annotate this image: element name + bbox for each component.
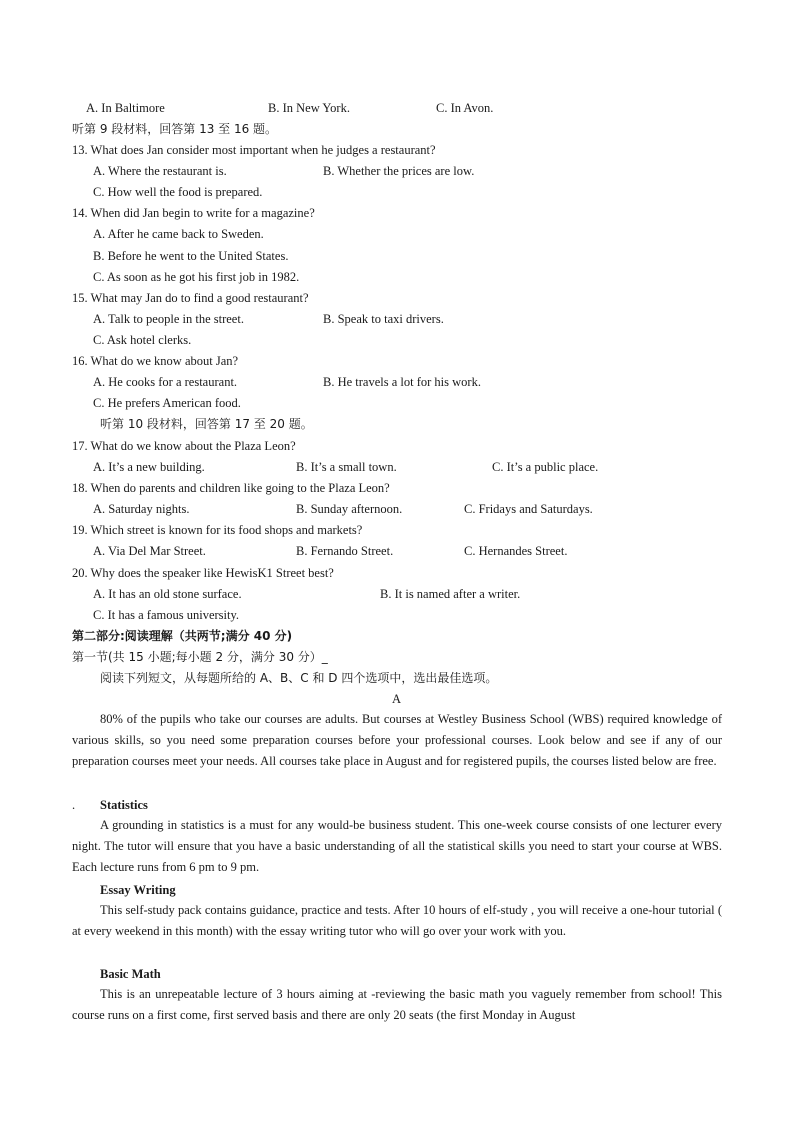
q12-option-c: C. In Avon. (436, 101, 494, 115)
q17-stem: 17. What do we know about the Plaza Leon? (72, 439, 296, 453)
q18-option-b: B. Sunday afternoon. (296, 502, 403, 516)
section1-header: 第一节(共 15 小题;每小题 2 分，满分 30 分）_ (72, 650, 328, 664)
q13-stem: 13. What does Jan consider most important when he judges a restaurant? (72, 143, 436, 157)
q13-option-c: C. How well the food is prepared. (93, 185, 263, 199)
course-title-essay-writing: Essay Writing (100, 883, 176, 897)
q18-stem: 18. When do parents and children like going to the Plaza Leon? (72, 481, 390, 495)
q13-option-b: B. Whether the prices are low. (323, 164, 475, 178)
q19-option-a: A. Via Del Mar Street. (93, 544, 206, 558)
course-title-basic-math: Basic Math (100, 967, 161, 981)
stray-mark: . (72, 798, 76, 812)
q17-option-b: B. It’s a small town. (296, 460, 397, 474)
q20-option-b: B. It is named after a writer. (380, 587, 521, 601)
q17-option-a: A. It’s a new building. (93, 460, 205, 474)
q18-option-c: C. Fridays and Saturdays. (464, 502, 593, 516)
q14-stem: 14. When did Jan begin to write for a magazine? (72, 206, 315, 220)
course-body-basic-math: This is an unrepeatable lecture of 3 hours aiming at -reviewing the basic math you vaguely remember from school! This course runs on a first come, first served basis and there are only 20 seats (the first Monday in August (72, 987, 722, 1022)
q14-option-c: C. As soon as he got his first job in 1982. (93, 270, 300, 284)
q15-option-b: B. Speak to taxi drivers. (323, 312, 444, 326)
section10-header: 听第 10 段材料，回答第 17 至 20 题。 (100, 417, 313, 431)
q20-option-c: C. It has a famous university. (93, 608, 240, 622)
course-body-essay-writing: This self-study pack contains guidance, practice and tests. After 10 hours of elf-study , you will receive a one-hour tutorial ( at every weekend in this month) with the essay writing tutor who will go over your work with you. (72, 903, 722, 938)
intro-paragraph: 80% of the pupils who take our courses are adults. But courses at Westley Business School (WBS) required knowledge of various skills, so you need some preparation courses before your professional courses. Look below and see if any of our preparation courses meet your needs. All courses take place in August and for registered pupils, the courses listed below are free. (72, 712, 722, 768)
q19-stem: 19. Which street is known for its food shops and markets? (72, 523, 363, 537)
q18-option-a: A. Saturday nights. (93, 502, 190, 516)
q16-option-c: C. He prefers American food. (93, 396, 241, 410)
q15-stem: 15. What may Jan do to find a good restaurant? (72, 291, 309, 305)
part2-title: 第二部分:阅读理解（共两节;满分 40 分) (72, 629, 293, 643)
q17-option-c: C. It’s a public place. (492, 460, 599, 474)
course-body-statistics: A grounding in statistics is a must for any would-be business student. This one-week course consists of one lecturer every night. The tutor will ensure that you have a basic understanding of all the statistical skills you need to start your course at WBS. Each lecture runs from 6 pm to 9 pm. (72, 818, 722, 874)
q16-option-b: B. He travels a lot for his work. (323, 375, 481, 389)
q15-option-a: A. Talk to people in the street. (93, 312, 244, 326)
passage-letter: A (392, 692, 402, 706)
q16-option-a: A. He cooks for a restaurant. (93, 375, 238, 389)
q12-option-a: A. In Baltimore (86, 101, 165, 115)
q15-option-c: C. Ask hotel clerks. (93, 333, 192, 347)
reading-instructions: 阅读下列短文，从每题所给的 A、B、C 和 D 四个选项中，选出最佳选项。 (100, 671, 498, 685)
q12-option-b: B. In New York. (268, 101, 350, 115)
q14-option-a: A. After he came back to Sweden. (93, 227, 264, 241)
q14-option-b: B. Before he went to the United States. (93, 249, 289, 263)
q20-stem: 20. Why does the speaker like HewisK1 Street best? (72, 566, 334, 580)
q19-option-b: B. Fernando Street. (296, 544, 394, 558)
section9-header: 听第 9 段材料，回答第 13 至 16 题。 (72, 122, 278, 136)
course-title-statistics: Statistics (100, 798, 148, 812)
q20-option-a: A. It has an old stone surface. (93, 587, 242, 601)
q16-stem: 16. What do we know about Jan? (72, 354, 239, 368)
q19-option-c: C. Hernandes Street. (464, 544, 568, 558)
q13-option-a: A. Where the restaurant is. (93, 164, 227, 178)
